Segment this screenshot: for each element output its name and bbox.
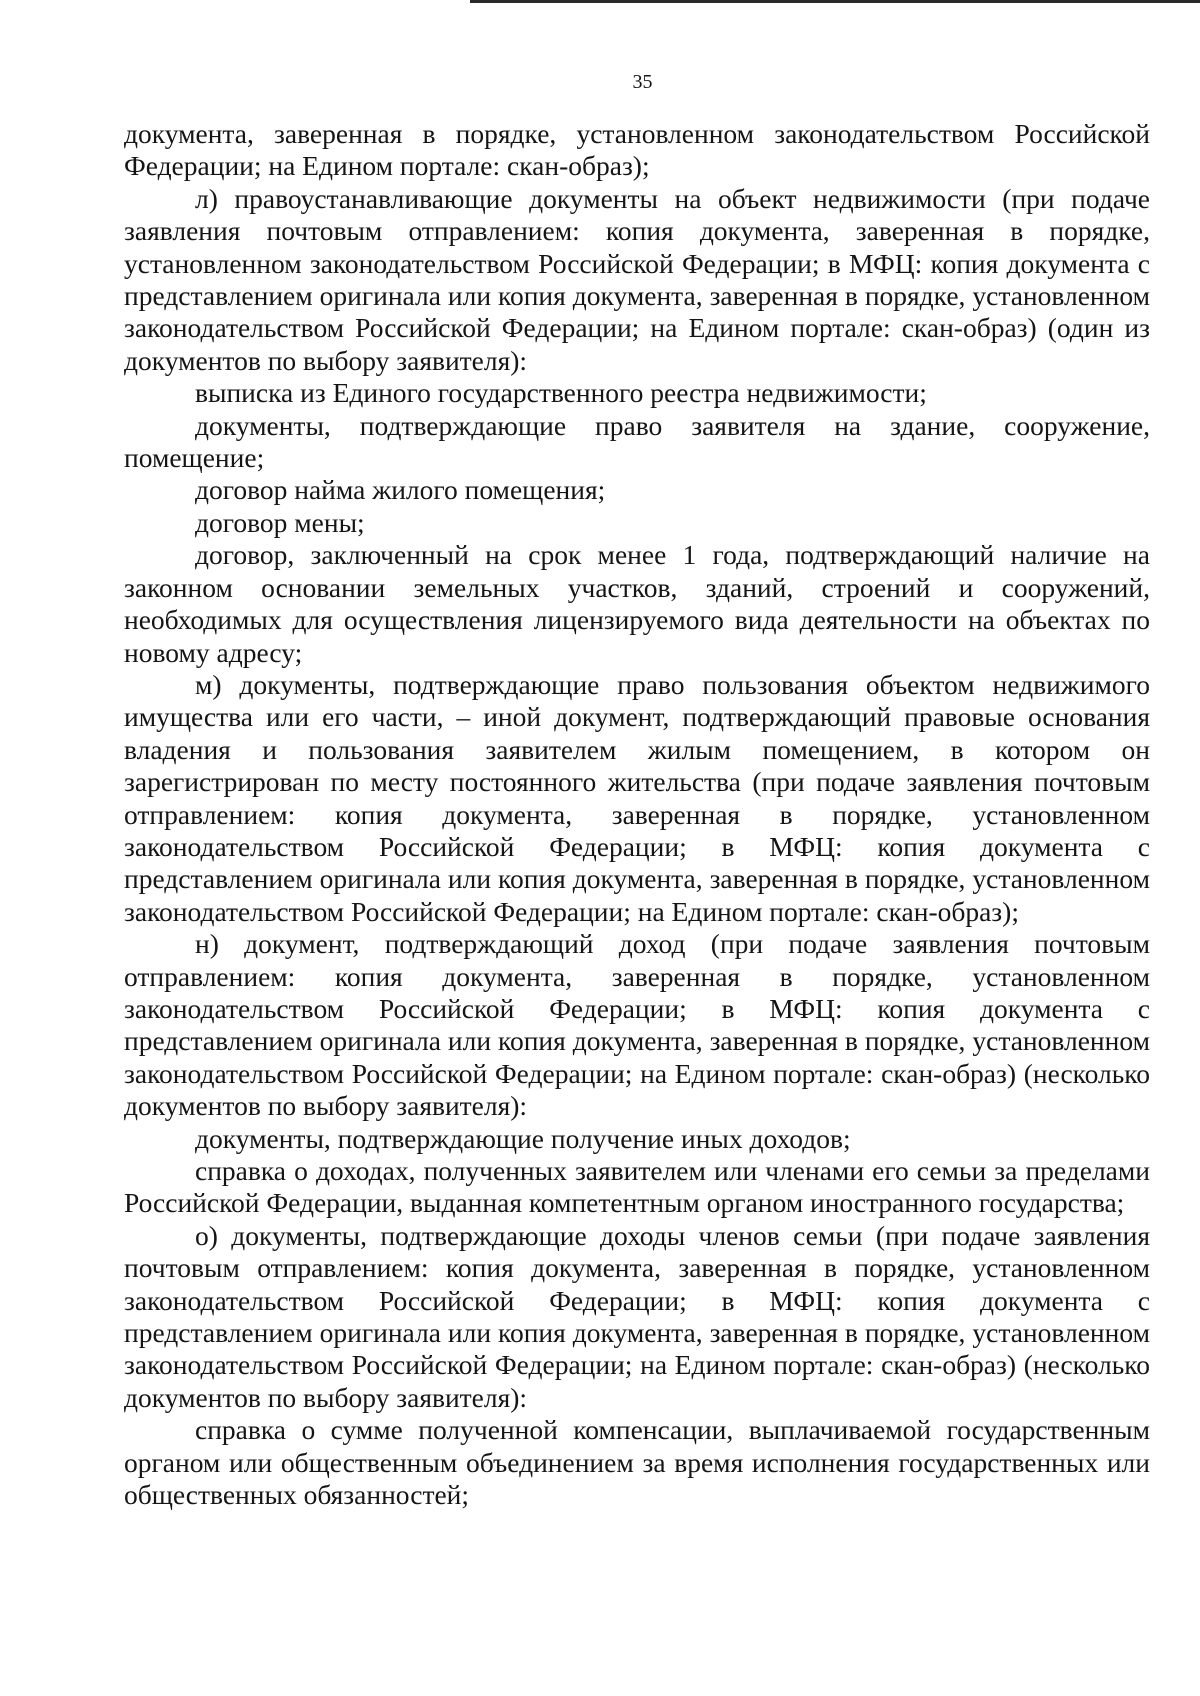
paragraph-item-l: л) правоустанавливающие документы на объект недвижимости (при подаче заявления почтовым отправлением: копия документа, заверенная в порядке, установленном законодательством Российской Федерации; в МФЦ: копия документа с представлением оригинала или копия документа, заверенная в порядке, установленном законодательством Российской Федерации; на Едином портале: скан-образ) (один из документов по выбору заявителя):: [124, 182, 1150, 376]
document-body: [124, 118, 1150, 1511]
paragraph: договор, заключенный на срок менее 1 года, подтверждающий наличие на законном основании земельных участков, зданий, строений и сооружений, необходимых для осуществления лицензируемого вида деятельности на объектах по новому адресу;: [124, 539, 1150, 668]
paragraph-item-n: н) документ, подтверждающий доход (при подаче заявления почтовым отправлением: копия документа, заверенная в порядке, установленном законодательством Российской Федерации; в МФЦ: копия документа с представлением оригинала или копия документа, заверенная в порядке, установленном законодательством Российской Федерации; на Едином портале: скан-образ) (несколько документов по выбору заявителя):: [124, 928, 1150, 1122]
paragraph: договор мены;: [195, 506, 365, 538]
top-rule: [470, 0, 1200, 3]
paragraph: документы, подтверждающие получение иных доходов;: [195, 1122, 851, 1154]
paragraph: документы, подтверждающие право заявителя на здание, сооружение, помещение;: [124, 409, 1150, 474]
paragraph-item-o: о) документы, подтверждающие доходы членов семьи (при подаче заявления почтовым отправлением: копия документа, заверенная в порядке, установленном законодательством Российской Федерации; в МФЦ: копия документа с представлением оригинала или копия документа, заверенная в порядке, установленном законодательством Российской Федерации; на Едином портале: скан-образ) (несколько документов по выбору заявителя):: [124, 1219, 1150, 1413]
paragraph: документа, заверенная в порядке, установленном законодательством Российской Федерации; на Едином портале: скан-образ);: [124, 118, 1150, 182]
paragraph: выписка из Единого государственного реестра недвижимости;: [195, 377, 927, 409]
paragraph: справка о сумме полученной компенсации, выплачиваемой государственным органом или общественным объединением за время исполнения государственных или общественных обязанностей;: [124, 1414, 1150, 1511]
paragraph: справка о доходах, полученных заявителем или членами его семьи за пределами Российской Федерации, выданная компетентным органом иностранного государства;: [124, 1155, 1150, 1219]
paragraph-item-m: м) документы, подтверждающие право пользования объектом недвижимого имущества или его части, – иной документ, подтверждающий правовые основания владения и пользования заявителем жилым помещением, в котором он зарегистрирован по месту постоянного жительства (при подаче заявления почтовым отправлением: копия документа, заверенная в порядке, установленном законодательством Российской Федерации; в МФЦ: копия документа с представлением оригинала или копия документа, заверенная в порядке, установленном законодательством Российской Федерации; на Едином портале: скан-образ);: [124, 668, 1150, 927]
page-number: 35: [632, 71, 653, 93]
paragraph: договор найма жилого помещения;: [195, 474, 606, 506]
